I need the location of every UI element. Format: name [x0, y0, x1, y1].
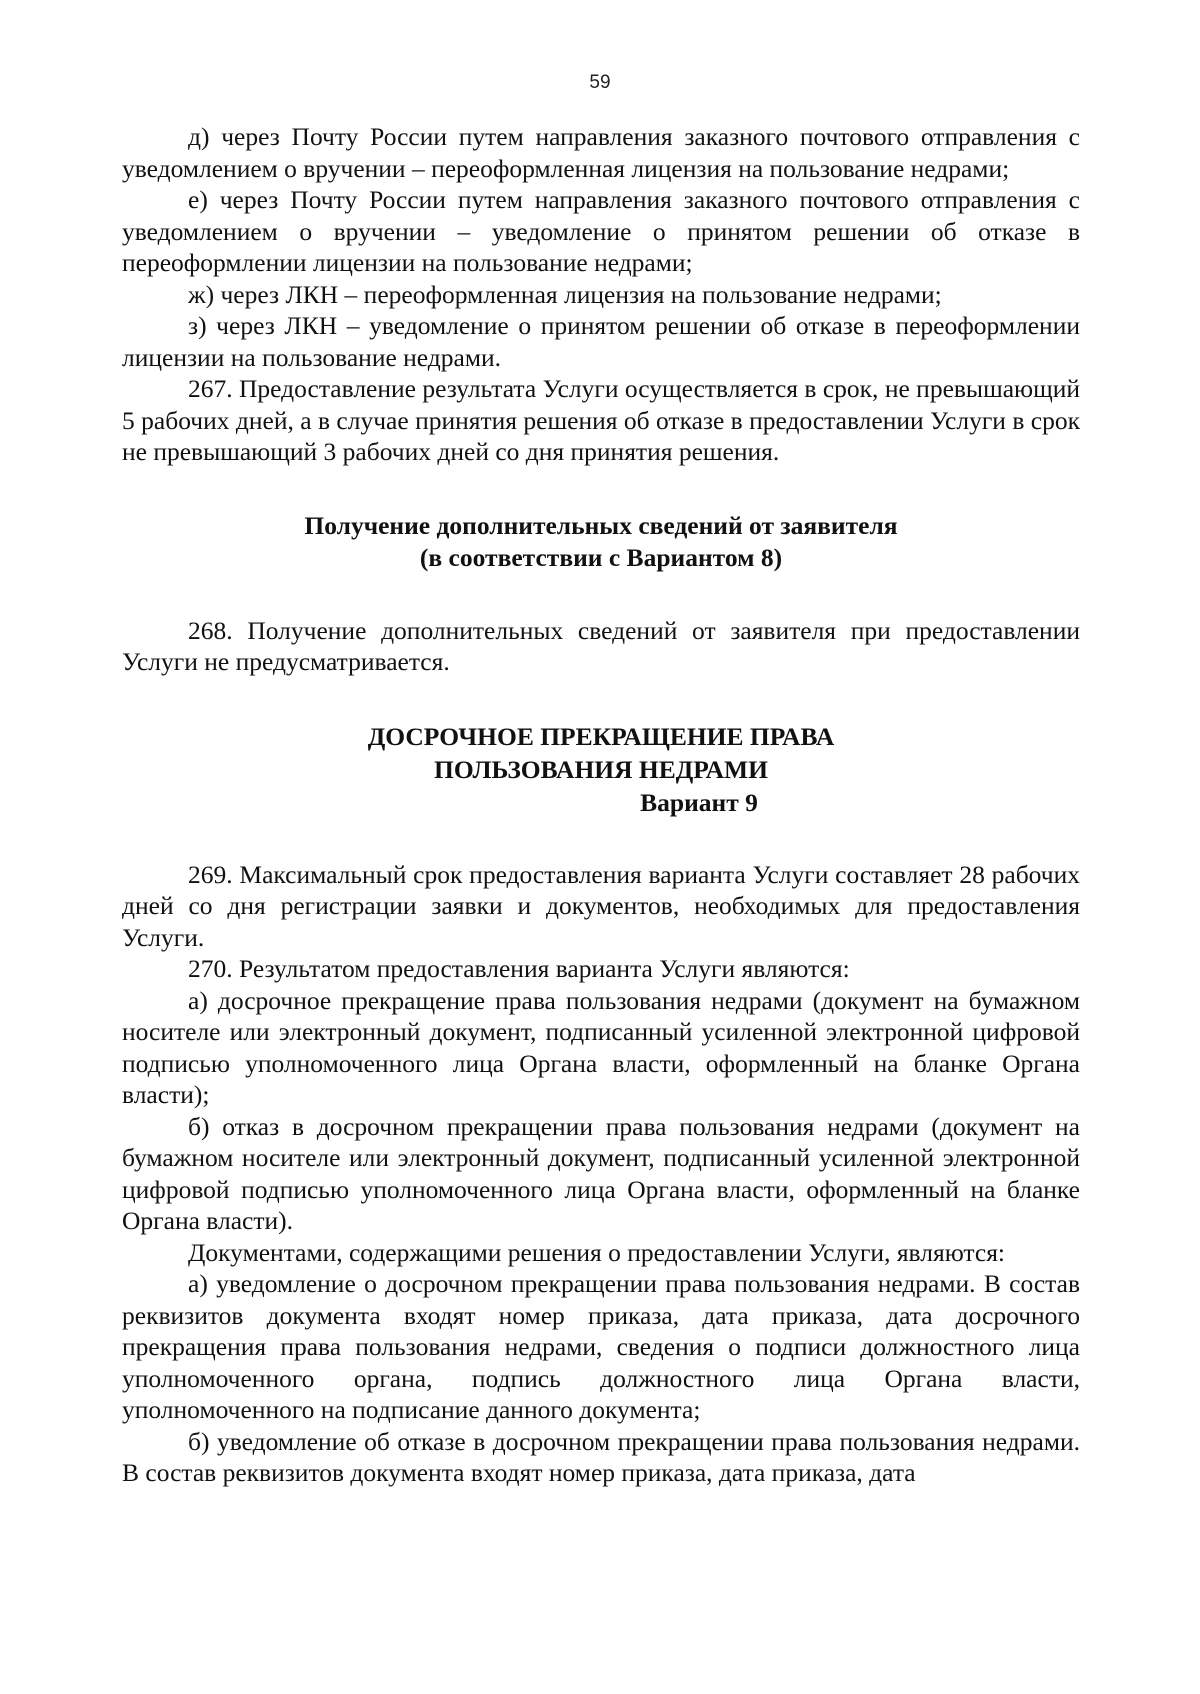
variant-heading: Вариант 9	[640, 787, 758, 817]
major-heading	[122, 720, 1080, 819]
paragraph-267: 267. Предоставление результата Услуги осуществляется в срок, не превышающий 5 рабочих дней, а в случае принятия решения об отказе в предоставлении Услуги в срок не превышающий 3 рабочих дней со дня принятия решения.	[122, 374, 1080, 466]
paragraph-zh-lkn: ж) через ЛКН – переоформленная лицензия на пользование недрами;	[188, 279, 942, 309]
paragraph-268: 268. Получение дополнительных сведений от заявителя при предоставлении Услуги не предусматривается.	[122, 615, 1080, 676]
paragraph-d-post: д) через Почту России путем направления заказного почтового отправления с уведомлением о вручении – переоформленная лицензия на пользование недрами;	[122, 122, 1080, 183]
page-content	[122, 121, 1080, 1489]
paragraph-z-lkn: з) через ЛКН – уведомление о принятом решении об отказе в переоформлении лицензии на пользование недрами.	[122, 311, 1080, 372]
paragraph-decision-docs: Документами, содержащими решения о предоставлении Услуги, являются:	[188, 1237, 1006, 1267]
page-number: 59	[589, 72, 611, 93]
section-heading-line1: Получение дополнительных сведений от заявителя	[304, 510, 898, 540]
paragraph-270-b: б) отказ в досрочном прекращении права пользования недрами (документ на бумажном носителе или электронный документ, подписанный усиленной электронной цифровой подписью уполномоченного лица Органа власти, оформленный на бланке Органа власти).	[122, 1111, 1080, 1235]
paragraph-docs-b: б) уведомление об отказе в досрочном прекращении права пользования недрами. В состав реквизитов документа входят номер приказа, дата приказа, дата	[122, 1426, 1080, 1487]
section-heading-line2: (в соответствии с Вариантом 8)	[419, 542, 783, 572]
section-heading	[122, 510, 1080, 574]
major-heading-line1: ДОСРОЧНОЕ ПРЕКРАЩЕНИЕ ПРАВА	[367, 721, 835, 751]
paragraph-270: 270. Результатом предоставления варианта Услуги являются:	[188, 954, 850, 983]
paragraph-e-post: е) через Почту России путем направления заказного почтового отправления с уведомлением о вручении – уведомление о принятом решении об отказе в переоформлении лицензии на пользование недрами;	[122, 185, 1080, 277]
paragraph-269: 269. Максимальный срок предоставления варианта Услуги составляет 28 рабочих дней со дня регистрации заявки и документов, необходимых для предоставления Услуги.	[122, 859, 1080, 952]
paragraph-docs-a: а) уведомление о досрочном прекращении права пользования недрами. В состав реквизитов документа входят номер приказа, дата приказа, дата досрочного прекращения права пользования недрами, сведения о подписи должностного лица уполномоченного органа, подпись должностного лица Органа власти, уполномоченного на подписание данного документа;	[122, 1269, 1080, 1424]
major-heading-line2: ПОЛЬЗОВАНИЯ НЕДРАМИ	[434, 754, 768, 784]
paragraph-270-a: а) досрочное прекращение права пользования недрами (документ на бумажном носителе или электронный документ, подписанный усиленной электронной цифровой подписью уполномоченного лица Органа власти, оформленный на бланке Органа власти);	[122, 985, 1080, 1109]
